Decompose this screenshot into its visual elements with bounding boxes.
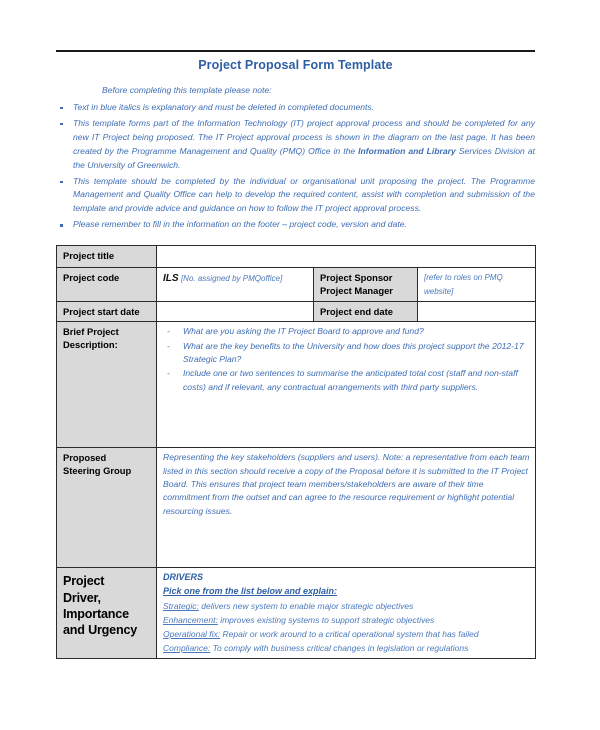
driver-option-text: improves existing systems to support strategic objectives: [217, 615, 435, 626]
field-label-project-end-date: Project end date: [314, 302, 418, 322]
intro-bullet-part-c: Services Division at the University of Greenwich.: [73, 145, 536, 170]
driver-option: [163, 600, 530, 614]
table-row: [57, 568, 536, 659]
driver-option-text: delivers new system to enable major strategic objectives: [198, 601, 414, 612]
project-proposal-form-table: [56, 245, 536, 659]
driver-option-key: Enhancement:: [163, 615, 218, 626]
field-label-project-start-date: Project start date: [57, 302, 157, 322]
brief-description-item: - What are the key benefits to the University and how does this project support the 2012-17 Strategic Plan?: [163, 340, 530, 367]
intro-bullet-item: [56, 117, 535, 173]
field-value-project-start-date[interactable]: [157, 302, 314, 322]
table-row: [57, 268, 536, 302]
drivers-heading: DRIVERS: [163, 572, 204, 583]
field-label-steering-group: [57, 448, 157, 568]
driver-label-line1: Project: [63, 574, 105, 589]
table-row: [57, 322, 536, 448]
header-rule: [56, 50, 535, 52]
brief-description-item: - What are you asking the IT Project Board to approve and fund?: [163, 325, 530, 338]
intro-bullet-item: Text in blue italics is explanatory and must be deleted in completed documents.: [56, 101, 535, 115]
brief-label-line1: Brief Project: [63, 326, 119, 338]
page-title: Project Proposal Form Template: [198, 58, 393, 72]
field-value-project-end-date[interactable]: [418, 302, 536, 322]
intro-bullet-item: Please remember to fill in the information on the footer – project code, version and date.: [56, 218, 535, 232]
steering-label-line1: Proposed: [63, 452, 107, 464]
field-value-project-sponsor-manager[interactable]: [418, 268, 536, 302]
field-label-brief-description: [57, 322, 157, 448]
driver-option: [163, 628, 530, 642]
intro-lead-text: Before completing this template please note:: [102, 85, 272, 95]
driver-option-key: Operational fix:: [163, 628, 221, 639]
field-value-project-driver[interactable]: [157, 568, 536, 659]
field-label-project-driver: [57, 568, 157, 659]
field-label-project-title: Project title: [57, 246, 157, 268]
intro-bullet-part-bold: Information and Library: [358, 145, 456, 156]
driver-label-line3: Importance: [63, 606, 129, 621]
project-code-hint: [No. assigned by PMQoffice]: [180, 274, 283, 284]
field-value-steering-group[interactable]: [157, 448, 536, 568]
driver-option-key: Compliance:: [163, 642, 211, 653]
drivers-subheading: Pick one from the list below and explain:: [163, 586, 338, 597]
table-row: [57, 246, 536, 268]
field-value-project-title[interactable]: [157, 246, 536, 268]
intro-bullet-item: This template should be completed by the individual or organisational unit proposing the project. The Programme Management and Quality Office can help to develop the required content, assist with completion and submission of the template and provide advice and guidance on how to follow the IT project approval process.: [56, 175, 535, 217]
document-content: [56, 50, 535, 659]
manager-label-line2: Project Manager: [320, 284, 393, 296]
driver-option-text: Repair or work around to a critical operational system that has failed: [220, 628, 479, 639]
intro-bullet-part-a: This template forms part of the Information Technology (IT) project approval process and should be completed for any new IT Project being proposed. The IT Project approval process is shown in the diagram on the last page. It has been created by the Programme Management and Quality (PMQ) Office in the: [73, 117, 535, 156]
steering-label-line2: Steering Group: [63, 464, 132, 476]
driver-option-text: To comply with business critical changes in legislation or regulations: [210, 642, 469, 653]
steering-group-text: Representing the key stakeholders (suppliers and users). Note: a representative from each team listed in this section should receive a copy of the Proposal before it is submitted to the IT Project Board. This ensures that project team members/stakeholders are aware of their time commitment from the outset and can agree to the resource requirement or highlight potential resourcing issues.: [163, 452, 530, 516]
brief-description-list: [163, 325, 530, 394]
intro-bullet-list: [56, 101, 535, 232]
sponsor-label-line1: Project Sponsor: [320, 272, 393, 284]
table-row: [57, 302, 536, 322]
field-label-project-sponsor-manager: [314, 268, 418, 302]
driver-label-line4: and Urgency: [63, 622, 138, 637]
driver-option-key: Strategic:: [163, 601, 199, 612]
field-label-project-code: Project code: [57, 268, 157, 302]
driver-option: [163, 642, 530, 656]
brief-label-line2: Description:: [63, 338, 118, 350]
driver-option: [163, 614, 530, 628]
brief-description-item: - Include one or two sentences to summarise the anticipated total cost (staff and non-staff costs) and if relevant, any contractual arrangements with third party suppliers.: [163, 367, 530, 394]
project-code-prefix: ILS: [163, 273, 179, 285]
field-value-project-code[interactable]: [157, 268, 314, 302]
table-row: [57, 448, 536, 568]
intro-notes: [56, 84, 535, 232]
sponsor-hint: [refer to roles on PMQ website]: [424, 273, 503, 296]
driver-label-line2: Driver,: [63, 590, 101, 605]
field-value-brief-description[interactable]: [157, 322, 536, 448]
